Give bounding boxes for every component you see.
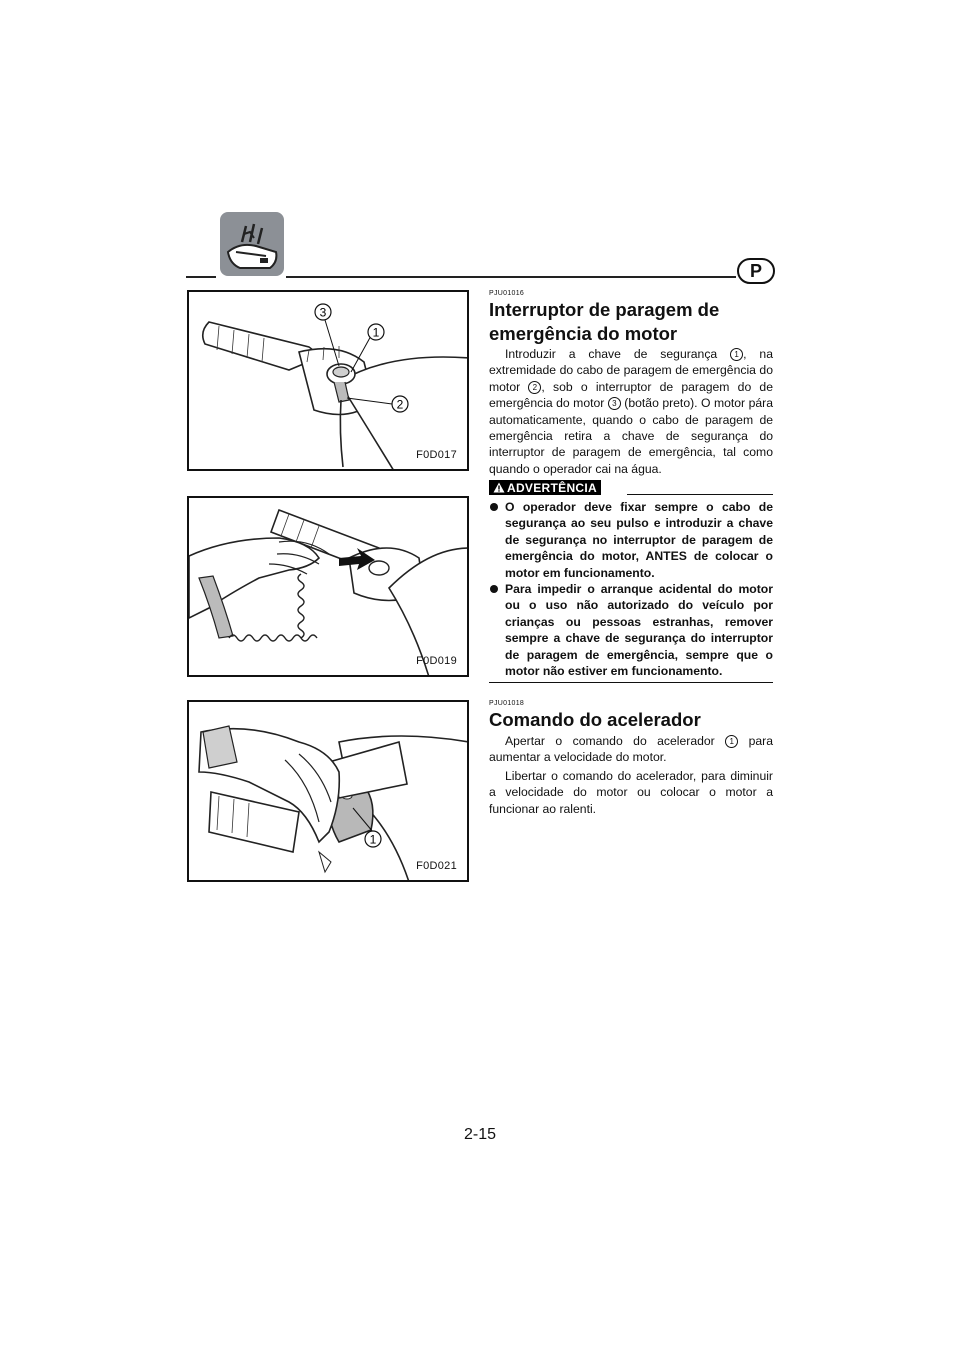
callout-1: [368, 324, 384, 340]
section-title-throttle: Comando do acelerador: [489, 709, 701, 730]
paragraph-throttle-2: Libertar o comando do acelerador, para diminuir a velocidade do motor ou colocar o motor a funcionar ao ralenti.: [489, 769, 773, 816]
svg-text:3: 3: [319, 305, 327, 320]
ref-number: 1: [725, 735, 738, 748]
figure-code: F0D021: [416, 860, 457, 872]
lanyard-illustration: [189, 498, 469, 677]
header-rule-right: [286, 276, 736, 278]
warning-list: [489, 499, 773, 679]
warning-bottom-rule: [489, 682, 773, 683]
paragraph-emergency-stop: Introduzir a chave de segurança 1 , na extremidade do cabo de paragem de emergência do motor 2 , sob o interruptor de paragem do de emergência do motor 3 (botão preto). O motor pára automaticamente, quando o cabo de paragem de emergência retira a chave de segurança do interruptor de paragem de emergência, tal como quando o operador cai na água.: [489, 347, 773, 476]
throttle-illustration: [189, 702, 469, 882]
warning-triangle-icon: [493, 482, 505, 493]
ref-number: 3: [608, 397, 621, 410]
section-code: PJU01016: [489, 290, 525, 297]
callout-3: [315, 304, 331, 320]
section-code: PJU01018: [489, 700, 525, 707]
figure-code: F0D019: [416, 655, 457, 667]
figure-emergency-stop-switch: [187, 290, 469, 471]
figure-code: F0D017: [416, 449, 457, 461]
paragraph-throttle-1: Apertar o comando do acelerador 1 para aumentar a velocidade do motor.: [489, 734, 773, 765]
warning-item: Para impedir o arranque acidental do motor ou o uso não autorizado do veículo por crianças ou pessoas estranhas, remover sempre a chave de segurança do interruptor de paragem de emergência, sempre que o motor não estiver em funcionamento.: [489, 581, 773, 679]
callout-2: [392, 396, 408, 412]
warning-label: ADVERTÊNCIA: [489, 480, 601, 498]
warning-item: O operador deve fixar sempre o cabo de segurança ao seu pulso e introduzir a chave de segurança no interruptor de paragem de emergência do motor, ANTES de colocar o motor em funcionamento.: [489, 499, 773, 581]
emergency-stop-illustration: [189, 292, 469, 471]
page-number: 2-15: [463, 1126, 497, 1143]
warning-top-rule: [627, 494, 773, 495]
ref-number: 2: [528, 381, 541, 394]
header-rule-left: [186, 276, 216, 278]
language-badge: P: [737, 258, 775, 284]
watercraft-rider-icon: [220, 212, 284, 276]
svg-text:2: 2: [396, 397, 404, 412]
svg-text:1: 1: [369, 832, 377, 847]
figure-throttle-lever: [187, 700, 469, 882]
section-title-emergency-stop: Interruptor de paragem de emergência do motor: [489, 299, 720, 344]
figure-lanyard-attachment: [187, 496, 469, 677]
svg-text:1: 1: [372, 325, 380, 340]
callout-1: [365, 831, 381, 847]
ref-number: 1: [730, 348, 743, 361]
